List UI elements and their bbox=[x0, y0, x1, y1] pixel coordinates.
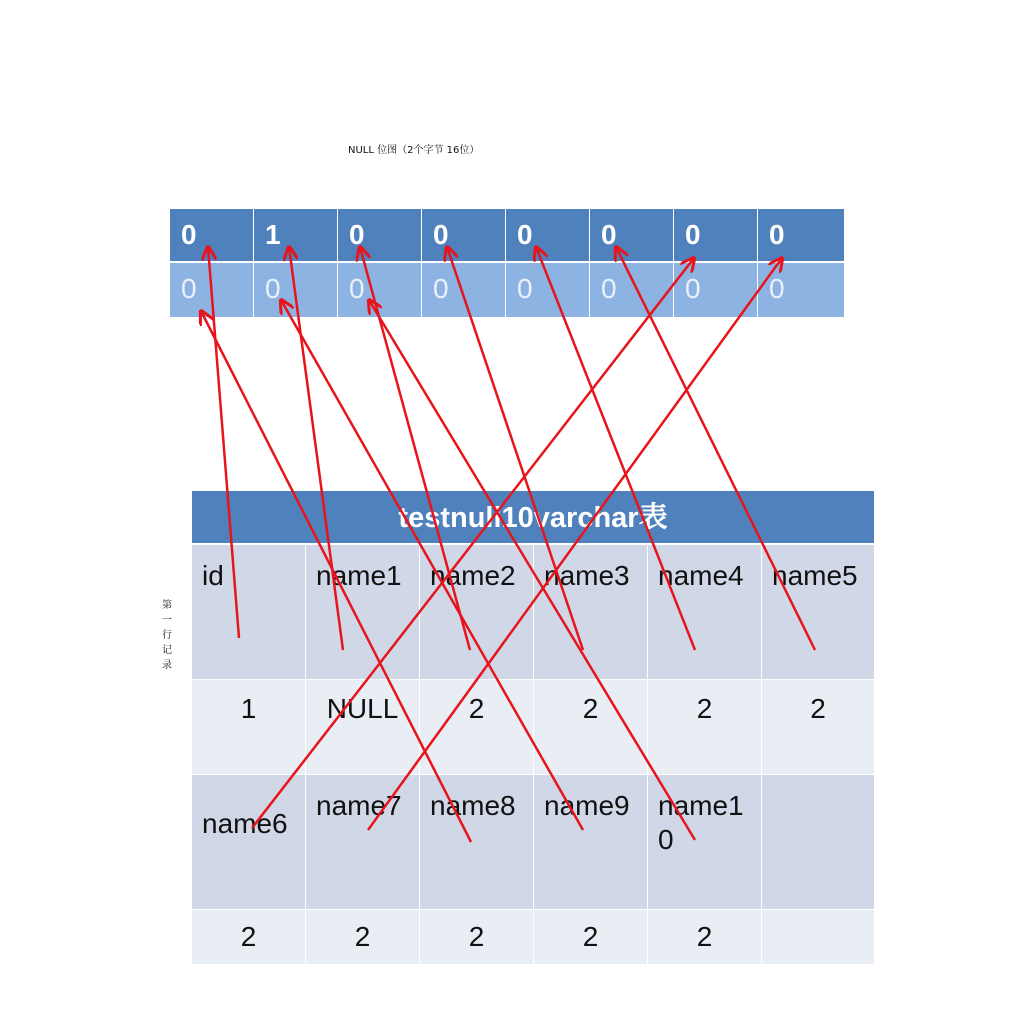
bit-cell: 0 bbox=[338, 209, 422, 263]
null-bitmap-table bbox=[170, 209, 844, 317]
label-char: 行 bbox=[162, 630, 172, 641]
table-cell bbox=[762, 910, 874, 965]
bit-cell: 1 bbox=[254, 209, 338, 263]
table-cell: name9 bbox=[534, 775, 648, 910]
table-cell: name3 bbox=[534, 545, 648, 680]
table-cell: 2 bbox=[306, 910, 420, 965]
table-cell: name1 bbox=[306, 545, 420, 680]
table-cell: 2 bbox=[648, 680, 762, 775]
table-cell: 1 bbox=[192, 680, 306, 775]
table-cell: 2 bbox=[648, 910, 762, 965]
table-cell: name4 bbox=[648, 545, 762, 680]
table-cell: 2 bbox=[534, 910, 648, 965]
table-cell: 2 bbox=[420, 910, 534, 965]
table-cell bbox=[762, 775, 874, 910]
bit-cell: 0 bbox=[674, 263, 758, 317]
bit-cell: 0 bbox=[506, 263, 590, 317]
bit-cell: 0 bbox=[170, 209, 254, 263]
bit-cell: 0 bbox=[758, 263, 844, 317]
record-table bbox=[192, 491, 874, 965]
label-char: 记 bbox=[162, 645, 172, 656]
table-cell: name2 bbox=[420, 545, 534, 680]
table-row bbox=[192, 680, 874, 775]
bit-cell: 0 bbox=[422, 263, 506, 317]
table-cell: 2 bbox=[534, 680, 648, 775]
table-row bbox=[192, 910, 874, 965]
bit-cell: 0 bbox=[338, 263, 422, 317]
table-cell: name6 bbox=[192, 775, 306, 910]
bit-cell: 0 bbox=[590, 209, 674, 263]
table-row bbox=[192, 545, 874, 680]
bit-cell: 0 bbox=[170, 263, 254, 317]
table-cell: id bbox=[192, 545, 306, 680]
bitmap-caption: NULL 位图（2个字节 16位） bbox=[348, 145, 480, 156]
table-title: testnull10varchar表 bbox=[192, 491, 874, 545]
bit-cell: 0 bbox=[590, 263, 674, 317]
table-cell: 2 bbox=[192, 910, 306, 965]
table-cell: NULL bbox=[306, 680, 420, 775]
label-char: 一 bbox=[162, 615, 172, 626]
bitmap-row-1 bbox=[170, 209, 844, 263]
bit-cell: 0 bbox=[674, 209, 758, 263]
bit-cell: 0 bbox=[254, 263, 338, 317]
table-cell: name7 bbox=[306, 775, 420, 910]
table-cell: name8 bbox=[420, 775, 534, 910]
table-row bbox=[192, 775, 874, 910]
bit-cell: 0 bbox=[422, 209, 506, 263]
first-row-record-label bbox=[160, 598, 174, 673]
table-cell: name10 bbox=[648, 775, 762, 910]
table-cell: name5 bbox=[762, 545, 874, 680]
bit-cell: 0 bbox=[506, 209, 590, 263]
bit-cell: 0 bbox=[758, 209, 844, 263]
label-char: 第 bbox=[162, 600, 172, 611]
table-cell: 2 bbox=[420, 680, 534, 775]
table-cell: 2 bbox=[762, 680, 874, 775]
label-char: 录 bbox=[162, 660, 172, 671]
bitmap-row-2 bbox=[170, 263, 844, 317]
